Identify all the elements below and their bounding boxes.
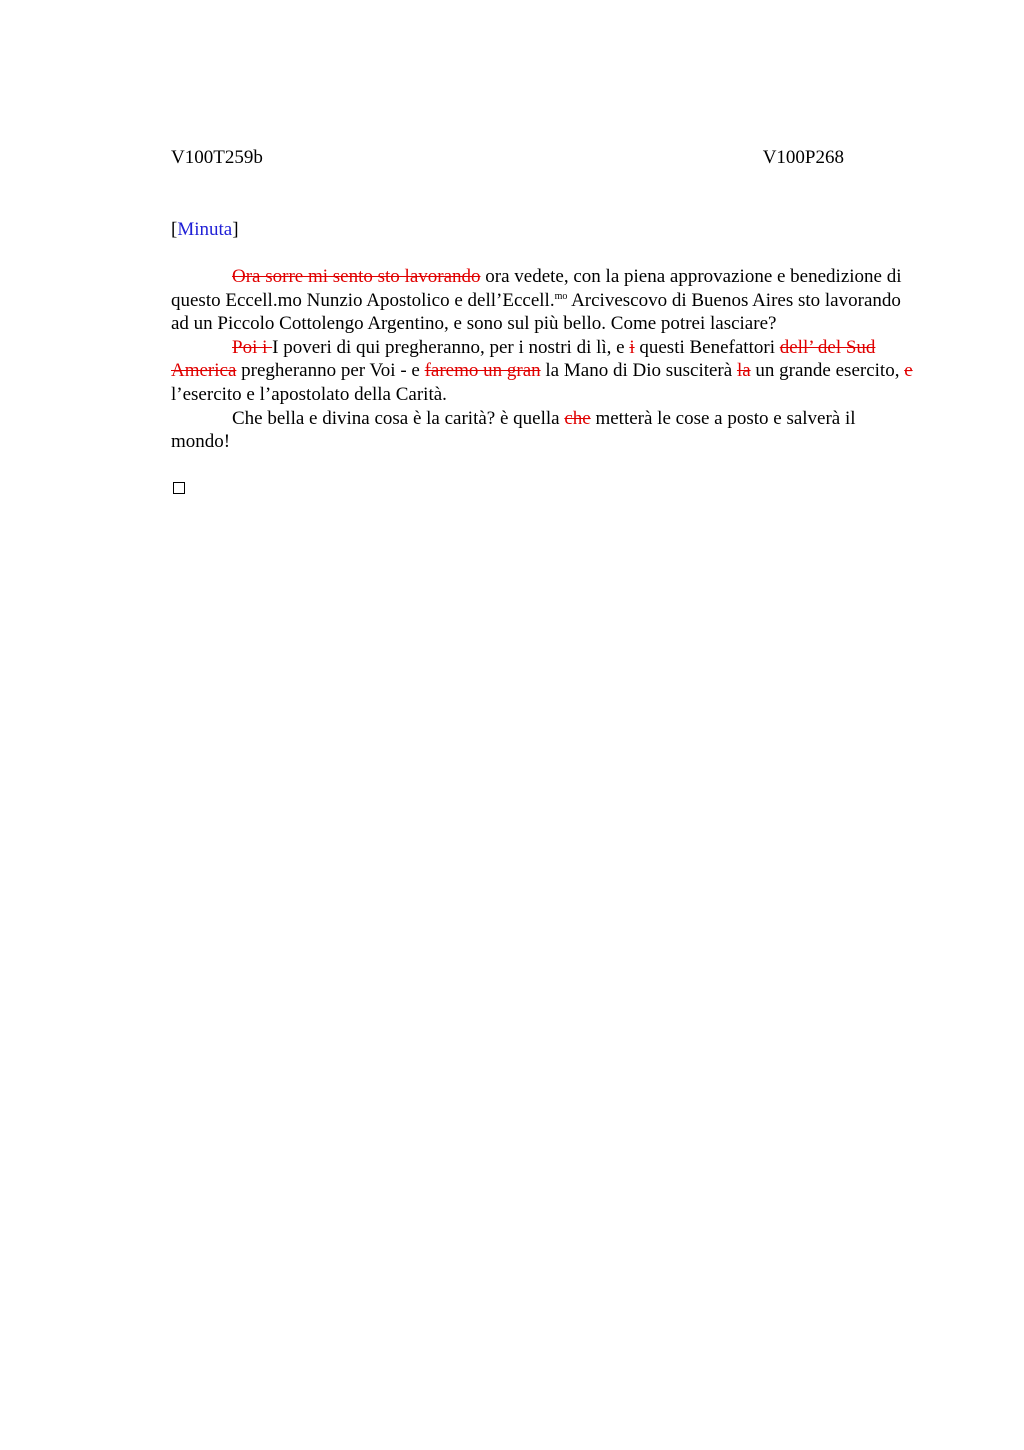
document-code-left: V100T259b: [171, 147, 263, 168]
minuta-label: Minuta: [177, 219, 233, 240]
paragraph-text: la Mano di Dio susciterà: [540, 360, 737, 382]
document-body: [171, 265, 916, 454]
paragraph-text: I poveri di qui pregheranno, per i nostri di lì, e: [272, 336, 630, 358]
deleted-text: e: [904, 360, 913, 382]
paragraph-3: [171, 407, 916, 454]
deleted-text: faremo un gran: [424, 360, 541, 382]
paragraph-2: [171, 336, 916, 407]
paragraph-text: Che bella e divina cosa è la carità? è quella: [232, 407, 565, 429]
deleted-text: la: [736, 360, 751, 382]
paragraph-text: metterà le cose a posto e salverà il mondo!: [171, 407, 856, 453]
document-type-label: [171, 217, 239, 243]
paragraph-1: [171, 265, 916, 336]
deleted-text: i: [629, 336, 635, 358]
paragraph-text: ora vedete, con la piena approvazione e benedizione di questo Eccell.mo Nunzio Apostolico e dell’Eccell.: [171, 266, 902, 311]
paragraph-text: l’esercito e l’apostolato della Carità.: [171, 383, 447, 405]
page-header: [171, 145, 844, 171]
paragraph-text: Arcivescovo di Buenos Aires sto lavorando ad un Piccolo Cottolengo Argentino, e sono sul più bello. Come potrei lasciare?: [171, 289, 901, 335]
paragraph-text: questi Benefattori: [634, 336, 780, 358]
deleted-text: che: [564, 407, 591, 429]
deleted-text: Poi i: [232, 336, 273, 358]
paragraph-text: pregheranno per Voi - e: [236, 360, 425, 382]
checkbox-icon: [173, 482, 185, 494]
open-bracket: [: [171, 219, 178, 240]
document-code-right: V100P268: [762, 147, 844, 168]
paragraph-text: un grande esercito,: [750, 360, 905, 382]
close-bracket: ]: [232, 219, 239, 240]
deleted-text: dell’ del Sud America: [171, 336, 876, 382]
superscript-abbreviation: mo: [554, 290, 568, 302]
deleted-text: Ora sorre mi sento sto lavorando: [232, 266, 481, 287]
